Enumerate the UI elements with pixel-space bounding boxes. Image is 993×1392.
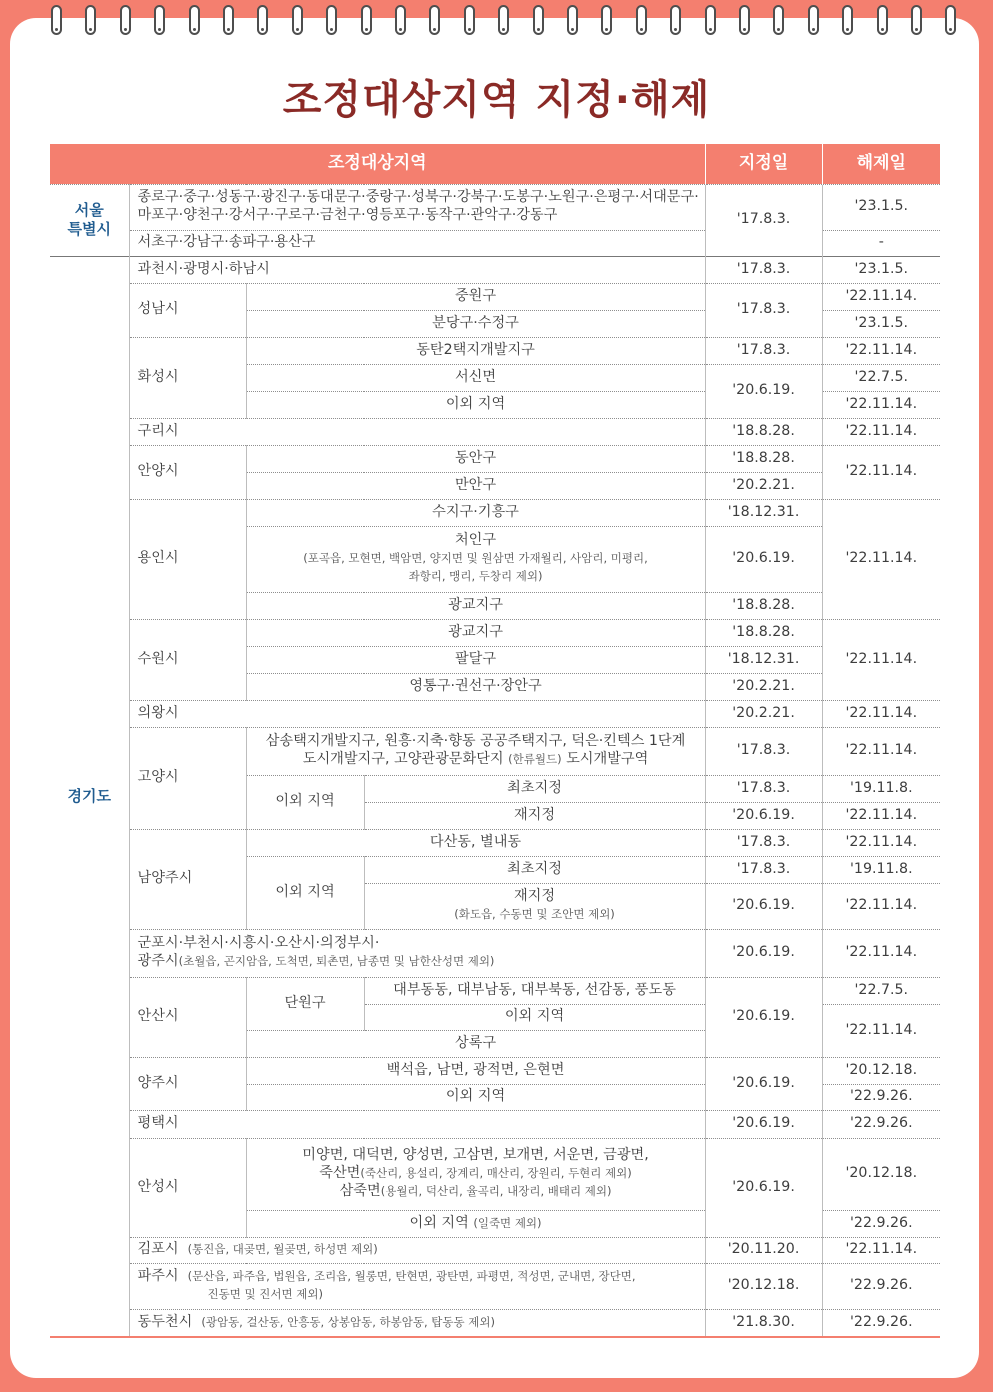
binder-ring-icon (773, 5, 784, 35)
binder-ring-icon (567, 5, 578, 35)
table-row (50, 445, 940, 472)
designated-date: '20.6.19. (705, 526, 822, 592)
binder-ring-icon (326, 5, 337, 35)
sub-area: 이외 지역 (364, 1004, 705, 1030)
released-date: '23.1.5. (822, 256, 940, 283)
city-anyang: 안양시 (129, 445, 246, 499)
table-row (50, 929, 940, 977)
designated-date: '18.8.28. (705, 619, 822, 646)
released-date: '22.11.14. (822, 1237, 940, 1263)
first-designation: 최초지정 (364, 775, 705, 802)
binder-ring-icon (223, 5, 234, 35)
sub-area: 분당구·수정구 (246, 310, 705, 337)
sub-district-danwon: 단원구 (246, 977, 364, 1030)
re-designation: 재지정 (364, 802, 705, 829)
released-date: '23.1.5. (822, 310, 940, 337)
binder-ring-icon (361, 5, 372, 35)
released-date: '22.11.14. (822, 418, 940, 445)
released-date: '22.7.5. (822, 364, 940, 391)
header-designated: 지정일 (705, 144, 822, 184)
designated-date: '20.6.19. (705, 1138, 822, 1237)
binder-ring-icon (120, 5, 131, 35)
sub-area: 이외 지역 (246, 1084, 705, 1110)
seoul-districts-b: 서초구·강남구·송파구·용산구 (129, 230, 705, 256)
sub-area: 대부동동, 대부남동, 대부북동, 선감동, 풍도동 (364, 977, 705, 1004)
released-date: '22.11.14. (822, 929, 940, 977)
binder-ring-icon (498, 5, 509, 35)
table-row (50, 1138, 940, 1210)
designated-date: '20.2.21. (705, 673, 822, 700)
seoul-districts-a: 종로구·중구·성동구·광진구·동대문구·중랑구·성북구·강북구·도봉구·노원구·은평구·서대문구·마포구·양천구·강서구·구로구·금천구·영등포구·동작구·관악구·강동구 (129, 184, 705, 230)
table-row (50, 1263, 940, 1309)
region-seoul: 서울 특별시 (50, 184, 129, 256)
binder-ring-icon (670, 5, 681, 35)
sub-area: 수지구·기흥구 (246, 499, 705, 526)
city-seongnam: 성남시 (129, 283, 246, 337)
released-date: '22.9.26. (822, 1084, 940, 1110)
table-row (50, 1237, 940, 1263)
released-date: '22.11.14. (822, 829, 940, 856)
released-date: '22.7.5. (822, 977, 940, 1004)
binder-ring-icon (464, 5, 475, 35)
table-row (50, 1057, 940, 1084)
designated-date: '21.8.30. (705, 1309, 822, 1336)
binder-ring-icon (808, 5, 819, 35)
designated-date: '17.8.3. (705, 337, 822, 364)
re-designation: 재지정 (화도읍, 수동면 및 조안면 제외) (364, 883, 705, 929)
released-date: '22.9.26. (822, 1210, 940, 1237)
sub-area: 삼송택지개발지구, 원흥·지축·향동 공공주택지구, 덕은·킨텍스 1단계 도시개발지구, 고양관광문화단지 (한류월드) 도시개발구역 (246, 727, 705, 775)
header-area: 조정대상지역 (50, 144, 705, 184)
sub-area: 광교지구 (246, 619, 705, 646)
table-row (50, 184, 940, 230)
city-gimpo: 김포시 (통진읍, 대곶면, 월곶면, 하성면 제외) (129, 1237, 705, 1263)
released-date: '22.11.14. (822, 499, 940, 619)
city-guri: 구리시 (129, 418, 705, 445)
sub-area: 팔달구 (246, 646, 705, 673)
binder-ring-icon (911, 5, 922, 35)
seoul-released-a: '23.1.5. (822, 184, 940, 230)
released-date: '22.11.14. (822, 883, 940, 929)
released-date: '22.11.14. (822, 802, 940, 829)
binder-ring-icon (601, 5, 612, 35)
binder-ring-icon (189, 5, 200, 35)
released-date: '22.9.26. (822, 1309, 940, 1336)
table-row (50, 829, 940, 856)
released-date: '20.12.18. (822, 1057, 940, 1084)
sub-area: 이외 지역 (246, 391, 705, 418)
designated-date: '17.8.3. (705, 283, 822, 337)
designated-date: '20.12.18. (705, 1263, 822, 1309)
sub-area: 미양면, 대덕면, 양성면, 고삼면, 보개면, 서운면, 금광면, 죽산면(죽산리, 용설리, 장계리, 매산리, 장원리, 두현리 제외) 삼죽면(용월리, 덕산리, 율곡리, 내장리, 배태리 제외) (246, 1138, 705, 1210)
sub-area: 다산동, 별내동 (246, 829, 705, 856)
table-row (50, 1309, 940, 1336)
sub-area: 영통구·권선구·장안구 (246, 673, 705, 700)
first-designation: 최초지정 (364, 856, 705, 883)
released-date: '19.11.8. (822, 775, 940, 802)
designated-date: '20.2.21. (705, 700, 822, 727)
sub-area: 상록구 (246, 1030, 705, 1057)
designated-date: '20.6.19. (705, 1110, 822, 1138)
binder-rings (0, 0, 993, 40)
binder-ring-icon (51, 5, 62, 35)
table-header (50, 144, 940, 184)
sub-area: 만안구 (246, 472, 705, 499)
city-yangju: 양주시 (129, 1057, 246, 1110)
sub-area: 백석읍, 남면, 광적면, 은현면 (246, 1057, 705, 1084)
sub-area-other: 이외 지역 (246, 775, 364, 829)
sub-area: 처인구 (포곡읍, 모현면, 백암면, 양지면 및 원삼면 가재월리, 사암리, 미평리, 좌항리, 맹리, 두창리 제외) (246, 526, 705, 592)
sub-area-other: 이외 지역 (246, 856, 364, 929)
sub-area: 이외 지역 (일죽면 제외) (246, 1210, 705, 1237)
city-dongducheon: 동두천시 (광암동, 걸산동, 안흥동, 상봉암동, 하봉암동, 탑동동 제외) (129, 1309, 705, 1336)
designated-date: '18.12.31. (705, 499, 822, 526)
binder-ring-icon (292, 5, 303, 35)
designated-date: '17.8.3. (705, 256, 822, 283)
designated-date: '18.8.28. (705, 592, 822, 619)
table-row (50, 619, 940, 646)
designated-date: '17.8.3. (705, 775, 822, 802)
designated-date: '20.2.21. (705, 472, 822, 499)
released-date: '22.9.26. (822, 1263, 940, 1309)
header-released: 해제일 (822, 144, 940, 184)
adjustment-area-table (50, 144, 940, 1336)
city-suwon: 수원시 (129, 619, 246, 700)
sub-area: 동탄2택지개발지구 (246, 337, 705, 364)
binder-ring-icon (739, 5, 750, 35)
designated-date: '20.6.19. (705, 883, 822, 929)
table-row (50, 499, 940, 526)
released-date: '22.11.14. (822, 445, 940, 499)
sub-area: 광교지구 (246, 592, 705, 619)
city-paju: 파주시 (문산읍, 파주읍, 법원읍, 조리읍, 월롱면, 탄현면, 광탄면, 파평면, 적성면, 군내면, 장단면, 진동면 및 진서면 제외) (129, 1263, 705, 1309)
binder-ring-icon (257, 5, 268, 35)
table-row (50, 337, 940, 364)
region-gyeonggi: 경기도 (50, 256, 129, 1336)
sub-area: 동안구 (246, 445, 705, 472)
binder-ring-icon (705, 5, 716, 35)
designated-date: '20.6.19. (705, 977, 822, 1057)
table-row (50, 418, 940, 445)
table-row (50, 727, 940, 775)
designated-date: '18.8.28. (705, 418, 822, 445)
binder-ring-icon (533, 5, 544, 35)
area-gunpo-group: 군포시·부천시·시흥시·오산시·의정부시· 광주시(초월읍, 곤지암읍, 도척면, 퇴촌면, 남종면 및 남한산성면 제외) (129, 929, 705, 977)
binder-ring-icon (395, 5, 406, 35)
sub-area: 중원구 (246, 283, 705, 310)
designated-date: '17.8.3. (705, 727, 822, 775)
city-namyangju: 남양주시 (129, 829, 246, 929)
city-ansan: 안산시 (129, 977, 246, 1057)
binder-ring-icon (636, 5, 647, 35)
released-date: '22.11.14. (822, 337, 940, 364)
binder-ring-icon (429, 5, 440, 35)
binder-ring-icon (877, 5, 888, 35)
designated-date: '17.8.3. (705, 829, 822, 856)
city-anseong: 안성시 (129, 1138, 246, 1237)
table-row (50, 1110, 940, 1138)
designated-date: '20.6.19. (705, 802, 822, 829)
released-date: '19.11.8. (822, 856, 940, 883)
released-date: '22.11.14. (822, 700, 940, 727)
table-row (50, 700, 940, 727)
released-date: '22.11.14. (822, 283, 940, 310)
released-date: '22.9.26. (822, 1110, 940, 1138)
city-uiwang: 의왕시 (129, 700, 705, 727)
binder-ring-icon (85, 5, 96, 35)
released-date: '22.11.14. (822, 391, 940, 418)
table-row (50, 256, 940, 283)
binder-ring-icon (154, 5, 165, 35)
designated-date: '20.6.19. (705, 929, 822, 977)
page-title: 조정대상지역 지정·해제 (282, 77, 711, 123)
table-row (50, 977, 940, 1004)
designated-date: '18.12.31. (705, 646, 822, 673)
city-goyang: 고양시 (129, 727, 246, 829)
designated-date: '20.6.19. (705, 1057, 822, 1110)
city-pyeongtaek: 평택시 (129, 1110, 705, 1138)
seoul-released-b: - (822, 230, 940, 256)
binder-ring-icon (842, 5, 853, 35)
released-date: '22.11.14. (822, 619, 940, 700)
table-bottom-border (50, 1336, 940, 1338)
released-date: '22.11.14. (822, 727, 940, 775)
sub-area: 서신면 (246, 364, 705, 391)
binder-ring-icon (945, 5, 956, 35)
table-row (50, 283, 940, 310)
seoul-designated: '17.8.3. (705, 184, 822, 256)
designated-date: '17.8.3. (705, 856, 822, 883)
designated-date: '20.11.20. (705, 1237, 822, 1263)
designated-date: '18.8.28. (705, 445, 822, 472)
city-yongin: 용인시 (129, 499, 246, 619)
designated-date: '20.6.19. (705, 364, 822, 418)
released-date: '20.12.18. (822, 1138, 940, 1210)
city-hwaseong: 화성시 (129, 337, 246, 418)
area-gwacheon: 과천시·광명시·하남시 (129, 256, 705, 283)
released-date: '22.11.14. (822, 1004, 940, 1057)
